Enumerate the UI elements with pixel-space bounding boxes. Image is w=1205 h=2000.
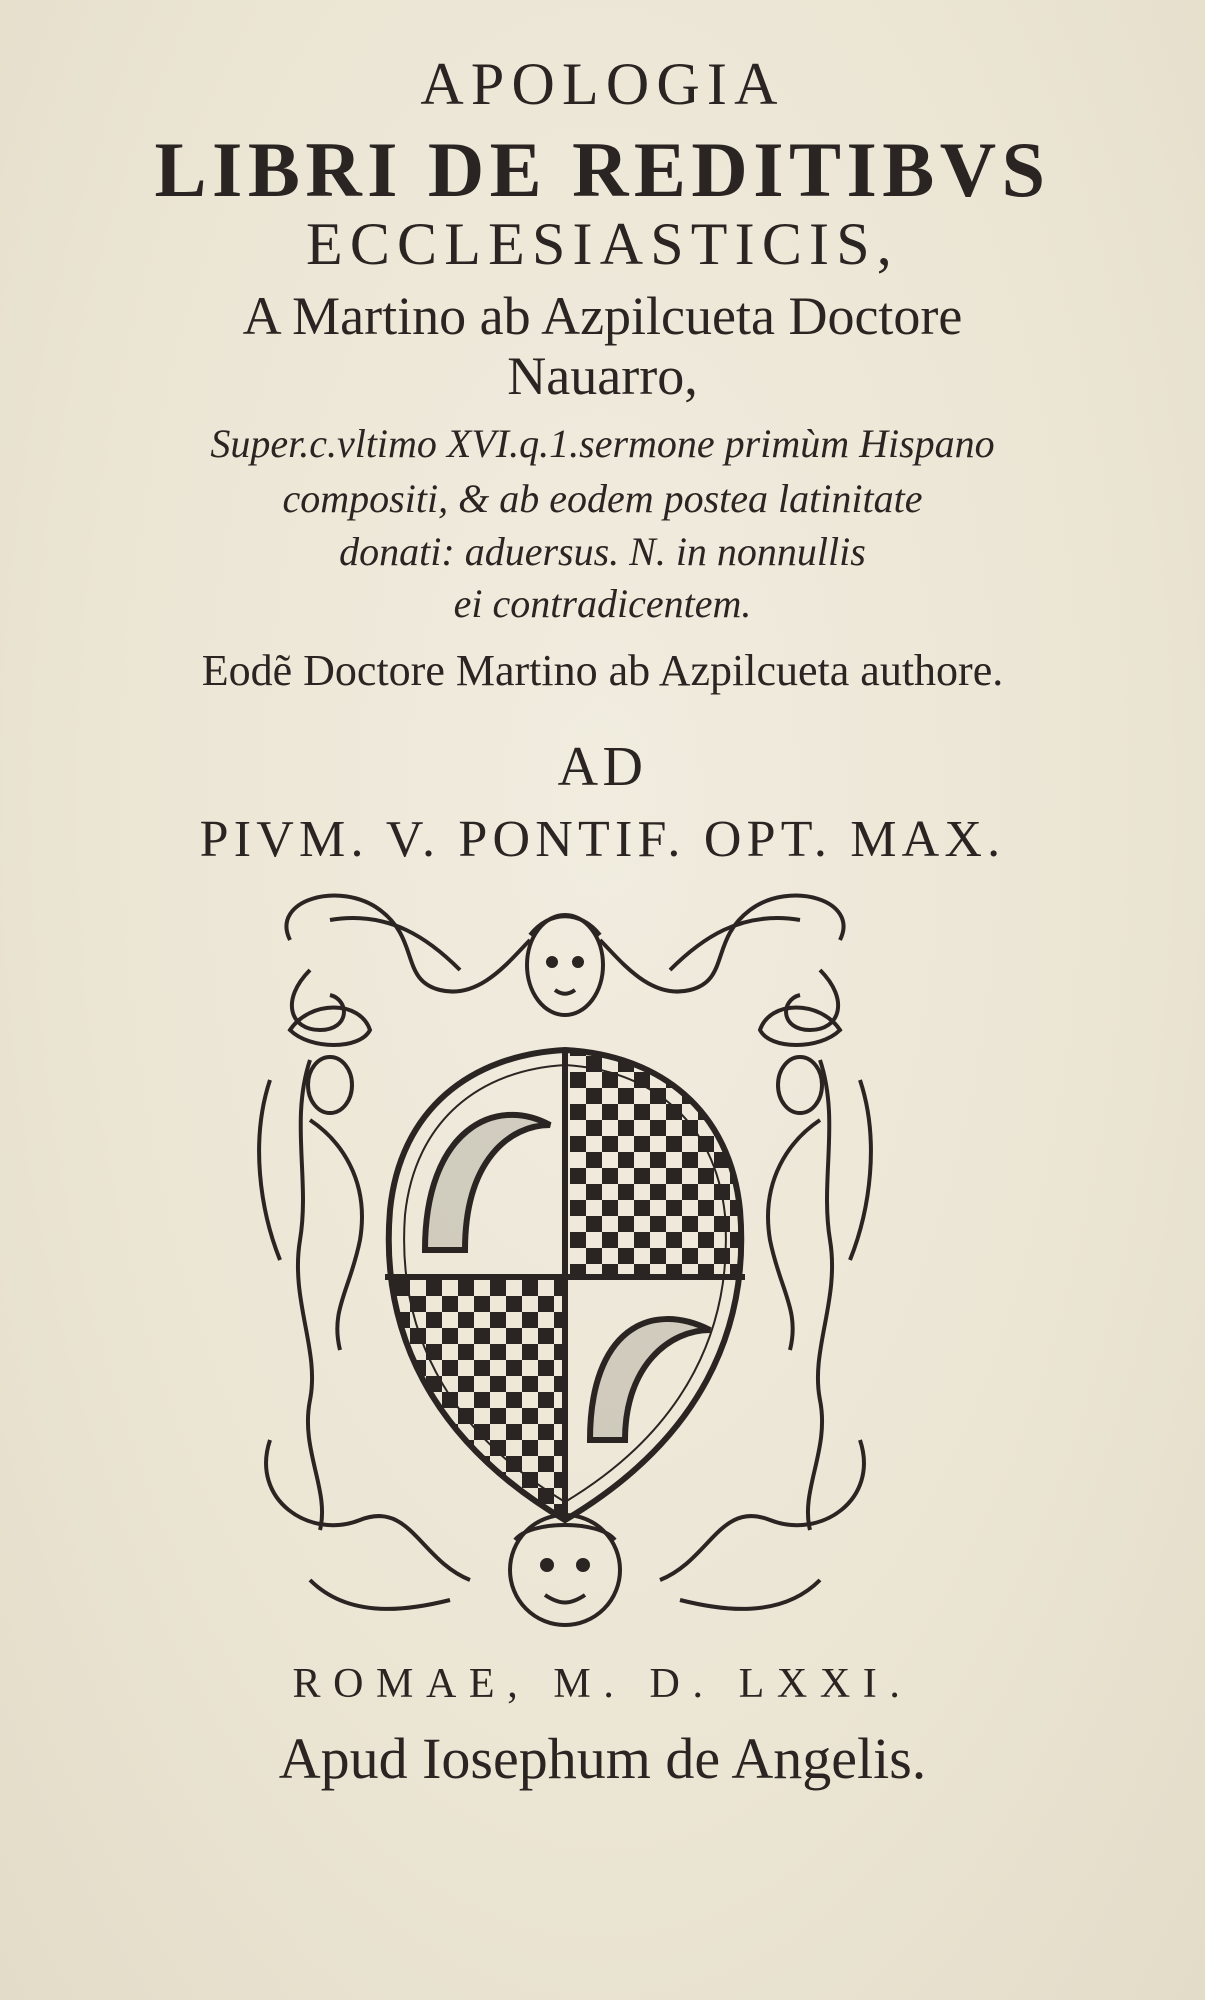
subtitle-line-2: compositi, & ab eodem postea latinitate <box>282 476 923 521</box>
crescent-charge-bottom-right <box>590 1319 710 1440</box>
author-line-2: Nauarro, <box>507 346 698 406</box>
checkered-quarter-bottom-left <box>380 1280 565 1530</box>
caryatid-left <box>298 1060 322 1530</box>
subtitle-line-4: ei contradicentem. <box>453 581 752 626</box>
crescent-charge-top-left <box>425 1115 550 1250</box>
imprint-printer: Apud Iosephum de Angelis. <box>278 1726 927 1791</box>
title-line-3: ECCLESIASTICIS, <box>305 211 900 277</box>
author-note: Eodẽ Doctore Martino ab Azpilcueta authore. <box>201 646 1004 695</box>
title-line-2: LIBRI DE REDITIBVS <box>154 126 1051 213</box>
coat-of-arms-woodcut <box>250 880 880 1640</box>
caryatid-right <box>808 1060 832 1530</box>
cherub-head-top <box>527 915 603 1015</box>
scroll-ornament-top <box>286 896 530 992</box>
subtitle-line-3: donati: aduersus. N. in nonnullis <box>339 529 866 574</box>
subtitle-line-1: Super.c.vltimo XVI.q.1.sermone primùm Hispano <box>210 421 995 466</box>
title-line-1: APOLOGIA <box>420 51 785 117</box>
ribbon-ornament-bottom <box>266 1440 470 1580</box>
dedication-pope: PIVM. V. PONTIF. OPT. MAX. <box>199 811 1006 868</box>
imprint-place-date: ROMAE, M. D. LXXI. <box>292 1661 913 1707</box>
dedication-ad: AD <box>557 736 648 798</box>
checkered-quarter-top-right <box>570 1050 750 1275</box>
author-line-1: A Martino ab Azpilcueta Doctore <box>242 286 963 346</box>
